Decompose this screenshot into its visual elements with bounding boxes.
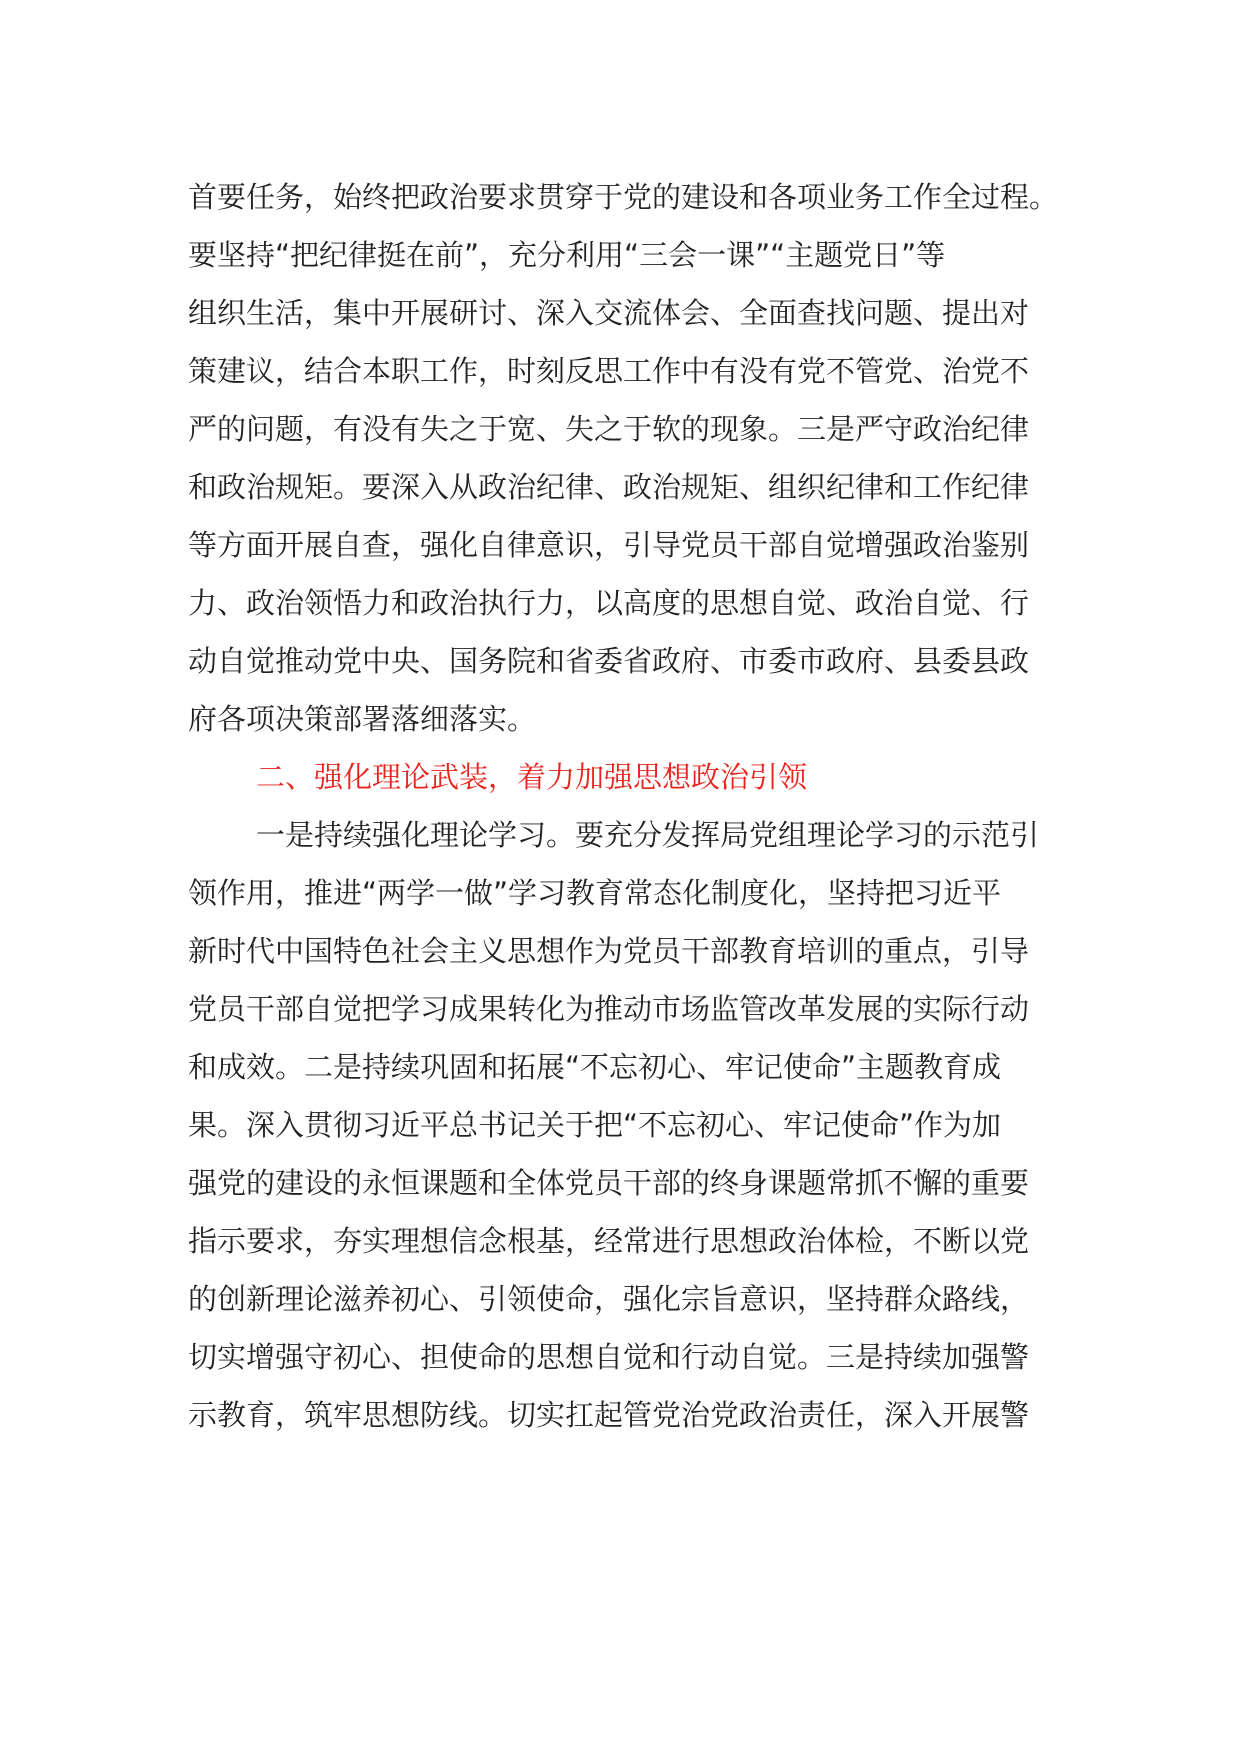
paragraph-line: 果。深入贯彻习近平总书记关于把“不忘初心、牢记使命”作为加 [188, 1108, 1002, 1142]
paragraph-line: 严的问题，有没有失之于宽、失之于软的现象。三是严守政治纪律 [188, 412, 1030, 446]
paragraph-line: 策建议，结合本职工作，时刻反思工作中有没有党不管党、治党不 [188, 354, 1030, 388]
paragraph-line: 的创新理论滋养初心、引领使命，强化宗旨意识，坚持群众路线， [188, 1282, 1030, 1316]
paragraph-line: 强党的建设的永恒课题和全体党员干部的终身课题常抓不懈的重要 [188, 1166, 1030, 1200]
paragraph-line: 领作用，推进“两学一做”学习教育常态化制度化，坚持把习近平 [188, 876, 1002, 910]
paragraph-line: 等方面开展自查，强化自律意识，引导党员干部自觉增强政治鉴别 [188, 528, 1030, 562]
paragraph-line: 示教育，筑牢思想防线。切实扛起管党治党政治责任，深入开展警 [188, 1398, 1030, 1432]
paragraph-line: 力、政治领悟力和政治执行力，以高度的思想自觉、政治自觉、行 [188, 586, 1030, 620]
paragraph-line: 要坚持“把纪律挺在前”，充分利用“三会一课”“主题党日”等 [188, 238, 946, 272]
paragraph-line: 指示要求，夯实理想信念根基，经常进行思想政治体检，不断以党 [188, 1224, 1030, 1258]
paragraph-line: 动自觉推动党中央、国务院和省委省政府、市委市政府、县委县政 [188, 644, 1030, 678]
paragraph-line: 府各项决策部署落细落实。 [188, 702, 537, 736]
paragraph-line: 一是持续强化理论学习。要充分发挥局党组理论学习的示范引 [256, 818, 1040, 852]
paragraph-line: 党员干部自觉把学习成果转化为推动市场监管改革发展的实际行动 [188, 992, 1030, 1026]
paragraph-line: 首要任务，始终把政治要求贯穿于党的建设和各项业务工作全过程。 [188, 180, 1059, 214]
paragraph-line: 切实增强守初心、担使命的思想自觉和行动自觉。三是持续加强警 [188, 1340, 1030, 1374]
paragraph-line: 新时代中国特色社会主义思想作为党员干部教育培训的重点，引导 [188, 934, 1030, 968]
paragraph-line: 组织生活，集中开展研讨、深入交流体会、全面查找问题、提出对 [188, 296, 1030, 330]
paragraph-line: 和政治规矩。要深入从政治纪律、政治规矩、组织纪律和工作纪律 [188, 470, 1030, 504]
section-heading: 二、强化理论武装，着力加强思想政治引领 [256, 760, 808, 794]
paragraph-line: 和成效。二是持续巩固和拓展“不忘初心、牢记使命”主题教育成 [188, 1050, 1002, 1084]
